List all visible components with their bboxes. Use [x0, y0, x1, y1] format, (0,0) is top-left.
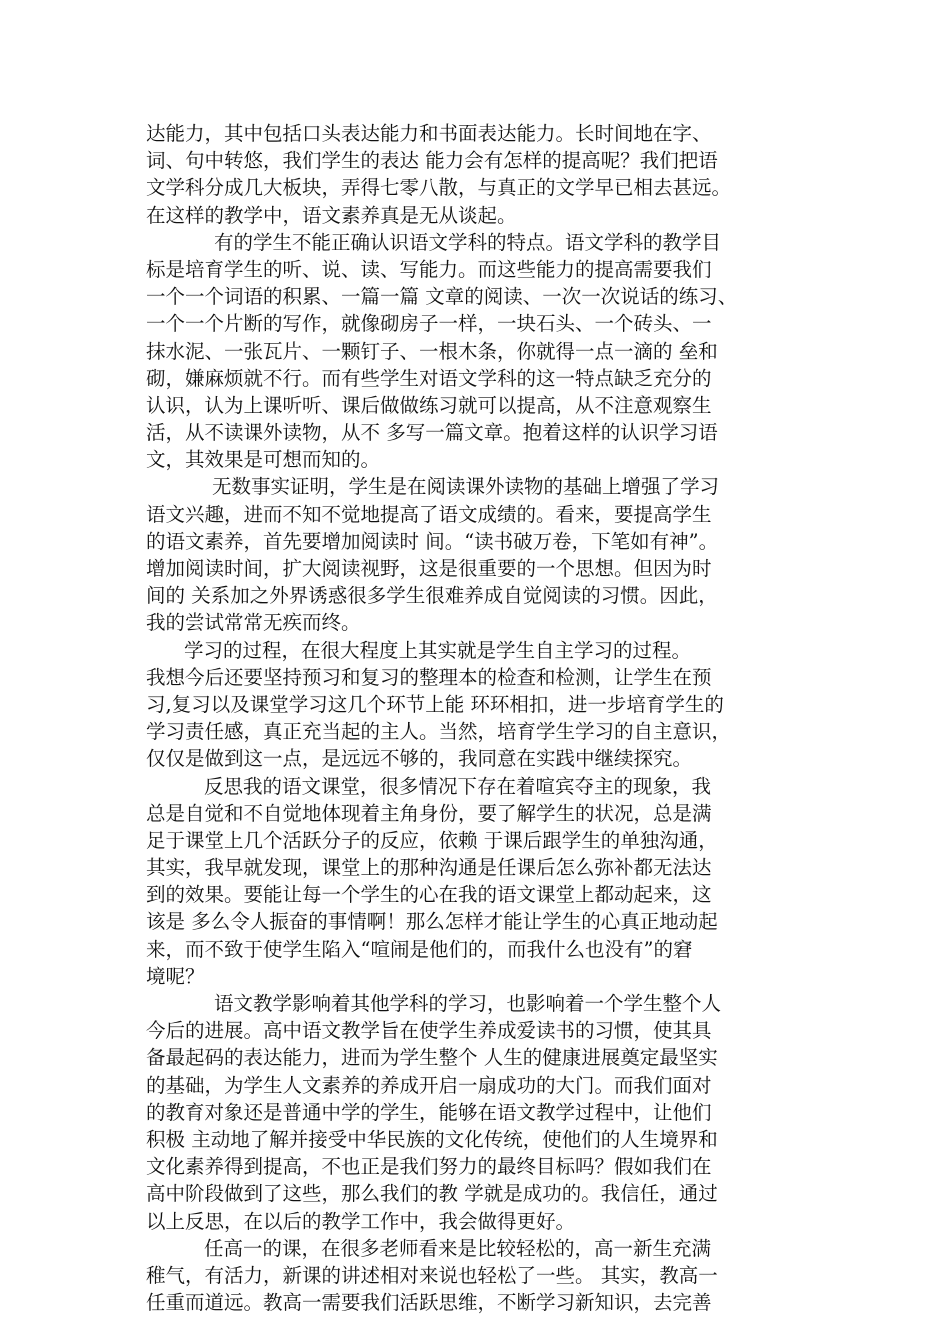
text-line: 我想今后还要坚持预习和复习的整理本的检查和检测，让学生在预	[146, 665, 712, 689]
text-line: 活，从不读课外读物，从不 多写一篇文章。抱着这样的认识学习语	[146, 421, 718, 445]
text-line: 积极 主动地了解并接受中华民族的文化传统，使他们的人生境界和	[146, 1127, 718, 1151]
text-line: 的语文素养，首先要增加阅读时 间。“读书破万卷，下笔如有神”。	[146, 529, 719, 553]
paragraph-2	[146, 229, 810, 474]
text-line: 一个一个片断的写作，就像砌房子一样，一块石头、一个砖头、一	[146, 312, 712, 336]
text-line: 达能力，其中包括口头表达能力和书面表达能力。长时间地在字、	[146, 122, 712, 145]
text-line: 任高一的课，在很多老师看来是比较轻松的，高一新生充满	[204, 1236, 712, 1260]
text-line: 无数事实证明，学生是在阅读课外读物的基础上增强了学习	[212, 475, 720, 499]
text-line: 认识，认为上课听听、课后做做练习就可以提高，从不注意观察生	[146, 393, 712, 417]
text-line: 语文兴趣，进而不知不觉地提高了语文成绩的。看来，要提高学生	[146, 502, 712, 526]
text-line: 足于课堂上几个活跃分子的反应，依赖 于课后跟学生的单独沟通，	[146, 828, 718, 852]
text-line: 学习的过程，在很大程度上其实就是学生自主学习的过程。	[184, 638, 692, 662]
text-line: 一个一个词语的积累、一篇一篇 文章的阅读、一次一次说话的练习、	[146, 285, 738, 309]
text-line: 总是自觉和不自觉地体现着主角身份，要了解学生的状况，总是满	[146, 801, 712, 825]
text-line: 在这样的教学中，语文素养真是无从谈起。	[146, 203, 517, 227]
text-line: 以上反思，在以后的教学工作中，我会做得更好。	[146, 1209, 576, 1233]
paragraph-6	[146, 990, 810, 1235]
text-line: 今后的进展。高中语文教学旨在使学生养成爱读书的习惯，使其具	[146, 1019, 712, 1043]
paragraph-1	[146, 120, 810, 229]
text-line: 高中阶段做到了这些，那么我们的教 学就是成功的。我信任，通过	[146, 1182, 718, 1206]
text-line: 标是培育学生的听、说、读、写能力。而这些能力的提高需要我们	[146, 257, 712, 281]
text-line: 砌，嫌麻烦就不行。而有些学生对语文学科的这一特点缺乏充分的	[146, 366, 712, 390]
paragraph-5	[146, 773, 810, 991]
paragraph-4	[146, 637, 810, 773]
text-line: 仅仅是做到这一点，是远远不够的，我同意在实践中继续探究。	[146, 747, 693, 771]
text-line: 稚气，有活力，新课的讲述相对来说也轻松了一些。 其实，教高一	[146, 1263, 718, 1287]
paragraph-7	[146, 1235, 810, 1317]
text-line: 我的尝试常常无疾而终。	[146, 611, 361, 635]
text-line: 增加阅读时间，扩大阅读视野，这是很重要的一个思想。但因为时	[146, 557, 712, 580]
text-line: 习,复习以及课堂学习这几个环节上能 环环相扣，进一步培育学生的	[146, 692, 724, 716]
paragraph-3	[146, 473, 810, 636]
text-line: 的教育对象还是普通中学的学生，能够在语文教学过程中，让他们	[146, 1100, 712, 1124]
text-line: 抹水泥、一张瓦片、一颗钉子、一根木条，你就得一点一滴的 垒和	[146, 339, 718, 363]
text-line: 的基础，为学生人文素养的养成开启一扇成功的大门。而我们面对	[146, 1073, 712, 1097]
text-line: 反思我的语文课堂，很多情况下存在着喧宾夺主的现象，我	[204, 774, 712, 798]
text-line: 文学科分成几大板块，弄得七零八散，与真正的文学早已相去甚远。	[146, 176, 732, 200]
text-line: 词、句中转悠，我们学生的表达 能力会有怎样的提高呢？我们把语	[146, 149, 718, 173]
text-line: 任重而道远。教高一需要我们活跃思维，不断学习新知识，去完善	[146, 1291, 712, 1315]
text-line: 其实，我早就发现，课堂上的那种沟通是任课后怎么弥补都无法达	[146, 856, 712, 880]
text-line: 来，而不致于使学生陷入“喧闹是他们的，而我什么也没有”的窘	[146, 937, 693, 961]
document-page	[146, 120, 810, 1316]
text-line: 备最起码的表达能力，进而为学生整个 人生的健康进展奠定最坚实	[146, 1046, 718, 1070]
text-line: 语文教学影响着其他学科的学习，也影响着一个学生整个人	[214, 992, 722, 1015]
text-line: 文化素养得到提高，不也正是我们努力的最终目标吗？假如我们在	[146, 1155, 712, 1179]
text-line: 学习责任感，真正充当起的主人。当然，培育学生学习的自主意识，	[146, 720, 732, 744]
text-line: 有的学生不能正确认识语文学科的特点。语文学科的教学目	[214, 230, 722, 254]
text-line: 该是 多么令人振奋的事情啊！那么怎样才能让学生的心真正地动起	[146, 910, 718, 934]
text-line: 间的 关系加之外界诱惑很多学生很难养成自觉阅读的习惯。因此，	[146, 584, 718, 608]
text-line: 到的效果。要能让每一个学生的心在我的语文课堂上都动起来，这	[146, 883, 712, 907]
text-line: 文，其效果是可想而知的。	[146, 448, 381, 472]
text-line: 境呢？	[146, 964, 205, 988]
